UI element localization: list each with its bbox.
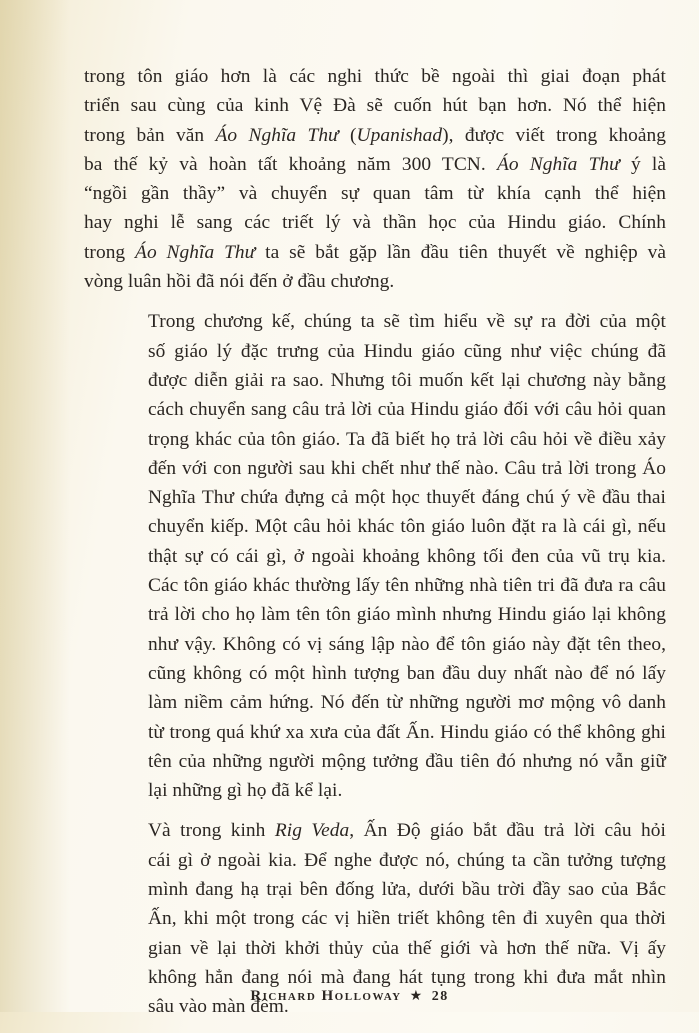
text-line: như vậy. Không có vị sáng lập nào để tôn giáo này đặt tên theo, xyxy=(148,633,666,655)
text-line: từ trong quá khứ xa xưa của đất Ấn. Hindu giáo có thể không ghi xyxy=(148,721,666,743)
text-line: tên của những người mộng tưởng đầu tiên đó nhưng nó vẫn giữ xyxy=(148,750,666,772)
text-line: mình đang hạ trại bên đống lửa, dưới bầu trời đầy sao của Bắc xyxy=(148,879,666,901)
star-icon: ★ xyxy=(409,989,424,1004)
text-line: Nghĩa Thư chứa đựng cả một học thuyết đáng chú ý về đầu thai xyxy=(148,487,666,509)
text-line: cách chuyển sang câu trả lời của Hindu giáo đối với câu hỏi quan xyxy=(148,399,666,421)
text-line: trả lời cho họ làm tên tôn giáo mình nhưng Hindu giáo lại không xyxy=(148,604,666,626)
text-line: “ngồi gần thầy” và chuyển sự quan tâm từ khía cạnh thể hiện xyxy=(84,183,666,205)
paragraph xyxy=(84,62,666,296)
text-line: cũng không có một hình tượng ban đầu duy nhất nào để nó lấy xyxy=(148,662,666,684)
page-footer xyxy=(0,988,699,1005)
text-line: triển sau cùng của kinh Vệ Đà sẽ cuốn hút bạn hơn. Nó thể hiện xyxy=(84,95,666,117)
text-line: đến với con người sau khi chết như thế nào. Câu trả lời trong Áo xyxy=(148,457,666,479)
text-line: trong bản văn Áo Nghĩa Thư (Upanishad), được viết trong khoảng xyxy=(84,124,666,146)
text-line: sâu vào màn đêm. xyxy=(148,996,289,1018)
text-line: Các tôn giáo khác thường lấy tên những nhà tiên tri đã đưa ra câu xyxy=(148,575,666,597)
text-line: trong tôn giáo hơn là các nghi thức bề ngoài thì giai đoạn phát xyxy=(84,66,666,87)
text-line: gian về lại thời khởi thủy của thế giới và hơn thế nữa. Vị ấy xyxy=(148,937,666,959)
text-line: lại những gì họ đã kể lại. xyxy=(148,780,343,802)
text-line: trọng khác của tôn giáo. Ta đã biết họ trả lời câu hỏi về điều xảy xyxy=(148,428,666,450)
text-line: Trong chương kế, chúng ta sẽ tìm hiểu về sự ra đời của một xyxy=(148,311,666,333)
text-line: được diễn giải ra sao. Nhưng tôi muốn kết lại chương này bằng xyxy=(148,369,666,391)
text-line: hay nghi lễ sang các triết lý và thần học của Hindu giáo. Chính xyxy=(84,212,666,234)
italic-title: Upanishad xyxy=(356,124,443,146)
footer-author: Richard Holloway xyxy=(250,988,402,1004)
italic-title: Áo Nghĩa Thư xyxy=(496,153,620,175)
page-gutter-shadow xyxy=(0,0,70,1012)
text-line: không hẳn đang nói mà đang hát tụng trong khi đưa mắt nhìn xyxy=(148,966,666,988)
italic-title: Rig Veda xyxy=(274,820,350,842)
text-line: thật sự có cái gì, ở ngoài khoảng không tối đen của vũ trụ kia. xyxy=(148,545,666,567)
text-line: cái gì ở ngoài kia. Để nghe được nó, chúng ta cần tưởng tượng xyxy=(148,849,666,871)
book-body-text xyxy=(84,62,666,1033)
text-line: Và trong kinh Rig Veda, Ấn Độ giáo bắt đầu trả lời câu hỏi xyxy=(148,820,666,842)
text-line: ba thế kỷ và hoàn tất khoảng năm 300 TCN. Áo Nghĩa Thư ý là xyxy=(84,153,666,175)
page-number: 28 xyxy=(431,989,449,1004)
text-line: Ấn, khi một trong các vị hiền triết không tên đi xuyên qua thời xyxy=(148,908,666,930)
text-line: số giáo lý đặc trưng của Hindu giáo cũng như việc chúng đã xyxy=(148,340,666,362)
italic-title: Áo Nghĩa Thư xyxy=(215,124,339,146)
paragraph xyxy=(84,307,666,805)
italic-title: Áo Nghĩa Thư xyxy=(135,241,256,263)
text-line: vòng luân hồi đã nói đến ở đầu chương. xyxy=(84,271,395,293)
text-line: trong Áo Nghĩa Thư ta sẽ bắt gặp lần đầu tiên thuyết về nghiệp và xyxy=(84,241,666,263)
text-line: làm niềm cảm hứng. Nó đến từ những người mơ mộng vô danh xyxy=(148,692,666,714)
text-line: chuyển kiếp. Một câu hỏi khác tôn giáo luôn đặt ra là cái gì, nếu xyxy=(148,516,666,538)
